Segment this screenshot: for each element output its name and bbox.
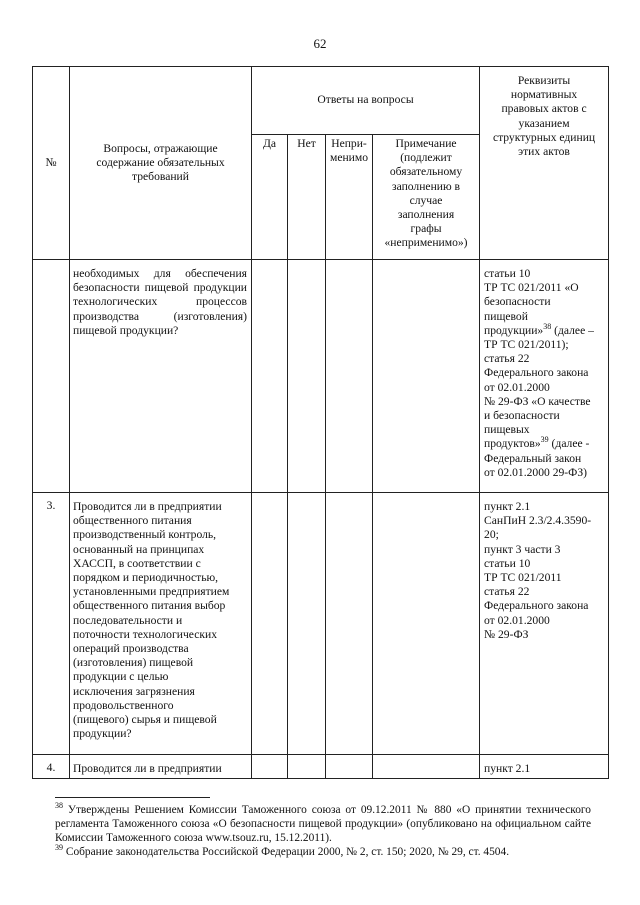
header-row-1	[33, 67, 609, 135]
row-number	[33, 260, 70, 493]
header-number: №	[33, 67, 70, 260]
requirements-table	[32, 66, 609, 779]
ref-part-c: (далее - Федеральный закон от 02.01.2000 29-ФЗ)	[484, 437, 590, 479]
footnote-38	[55, 803, 591, 845]
row-references	[480, 260, 609, 493]
answer-note-cell	[373, 755, 480, 779]
row-number: 4.	[33, 755, 70, 779]
footnote-separator	[55, 797, 210, 798]
footnote-ref-39: 39	[540, 435, 549, 445]
answer-no-cell	[288, 493, 326, 755]
row-references: пункт 2.1 СанПиН 2.3/2.4.3590- 20; пункт 3 части 3 статьи 10 ТР ТС 021/2011 статья 22 Федерального закона от 02.01.2000 № 29-ФЗ	[480, 493, 609, 755]
answer-yes-cell	[252, 260, 288, 493]
header-questions	[70, 67, 252, 260]
header-references: Реквизиты нормативных правовых актов с указанием структурных единиц этих актов	[480, 67, 609, 260]
ref-part-b: (далее – ТР ТС 021/2011); статья 22 Федерального закона от 02.01.2000 № 29-ФЗ «О качестве и безопасности пищевых продуктов»	[484, 323, 594, 451]
answer-note-cell	[373, 493, 480, 755]
page-number: 62	[313, 36, 327, 51]
ref-part-a: статьи 10 ТР ТС 021/2011 «О безопасности пищевой продукции»	[484, 267, 579, 337]
row-question: необходимых для обеспечения безопасности пищевой продукции технологических процессов производства (изготовления) пищевой продукции?	[70, 260, 252, 493]
answer-yes-cell	[252, 493, 288, 755]
header-note: Примечание (подлежит обязательному заполнению в случае заполнения графы «неприменимо»)	[373, 135, 480, 260]
header-answers: Ответы на вопросы	[252, 67, 480, 135]
row-references: пункт 2.1	[480, 755, 609, 779]
answer-na-cell	[326, 493, 373, 755]
footnote-ref-38: 38	[543, 321, 552, 331]
footnote-text: Собрание законодательства Российской Федерации 2000, № 2, ст. 150; 2020, № 29, ст. 4504.	[63, 846, 510, 858]
answer-na-cell	[326, 755, 373, 779]
table-row	[33, 493, 609, 755]
header-yes: Да	[252, 135, 288, 260]
row-number: 3.	[33, 493, 70, 755]
header-not-applicable: Непри- менимо	[326, 135, 373, 260]
answer-no-cell	[288, 260, 326, 493]
row-question: Проводится ли в предприятии общественного питания производственный контроль, основанный на принципах ХАССП, в соответствии с порядком и периодичностью, установленными предприятием общественного питания выбор последовательности и поточности технологических операций производства (изготовления) пищевой продукции с целью исключения загрязнения продовольственного (пищевого) сырья и пищевой продукции?	[70, 493, 252, 755]
answer-yes-cell	[252, 755, 288, 779]
footnote-mark: 39	[55, 843, 63, 853]
answer-note-cell	[373, 260, 480, 493]
table-row	[33, 755, 609, 779]
table-row	[33, 260, 609, 493]
header-no: Нет	[288, 135, 326, 260]
answer-na-cell	[326, 260, 373, 493]
footnote-mark: 38	[55, 801, 63, 811]
footnote-text: Утверждены Решением Комиссии Таможенного союза от 09.12.2011 № 880 «О принятии технического регламента Таможенного союза «О безопасности пищевой продукции» (опубликовано на официальном сайте Комиссии Таможенного союза www.tsouz.ru, 15.12.2011).	[55, 804, 591, 844]
row-question: Проводится ли в предприятии	[70, 755, 252, 779]
answer-no-cell	[288, 755, 326, 779]
header-questions-text: Вопросы, отражающие содержание обязательных требований	[96, 141, 225, 184]
footnote-39	[55, 845, 591, 859]
